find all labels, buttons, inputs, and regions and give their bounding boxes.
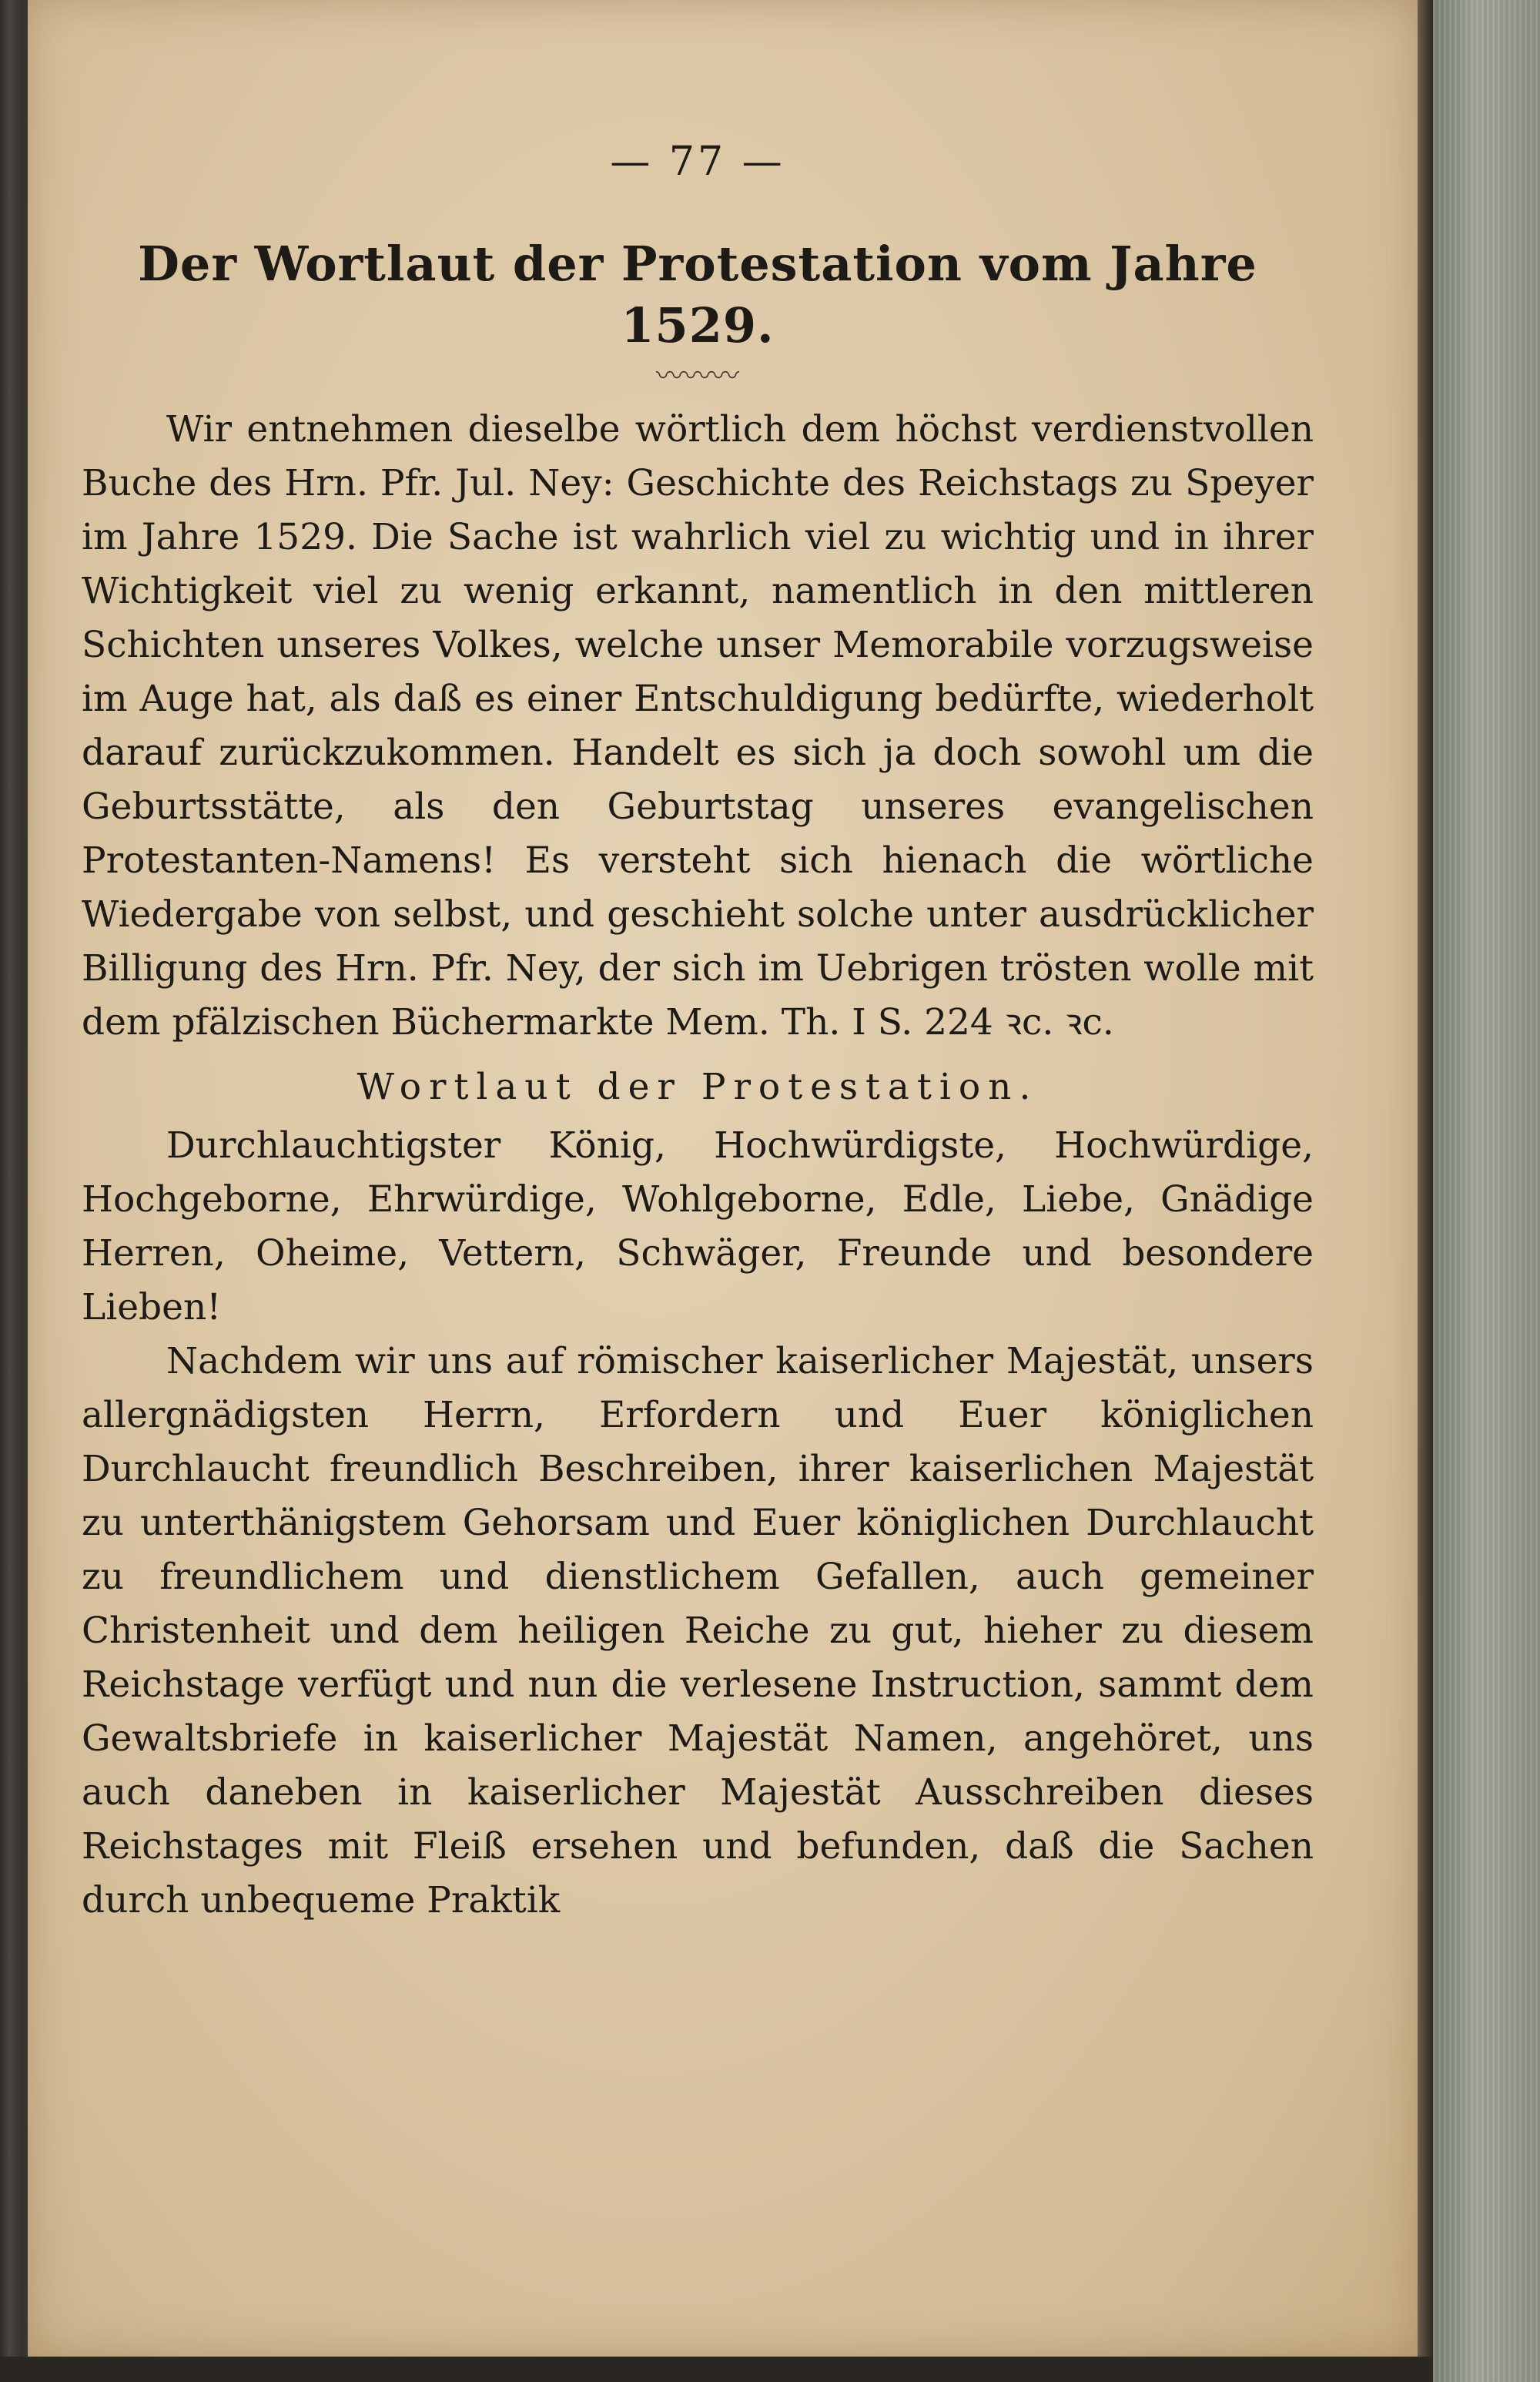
intro-paragraph: Wir entnehmen dieselbe wörtlich dem höchst verdienstvollen Buche des Hrn. Pfr. Jul. Ney: Geschichte des Reichstags zu Speyer im Jahre 1529. Die Sache ist wahrlich viel zu wichtig und in ihrer Wichtigkeit viel zu wenig erkannt, namentlich in den mittleren Schichten unseres Volkes, welche unser Memorabile vorzugsweise im Auge hat, als daß es einer Entschuldigung bedürfte, wiederholt darauf zurückzukommen. Handelt es sich ja doch sowohl um die Geburtsstätte, als den Geburtstag unseres evangelischen Protestanten-Namens! Es versteht sich hienach die wörtliche Wiedergabe von selbst, und geschieht solche unter ausdrücklicher Billigung des Hrn. Pfr. Ney, der sich im Uebrigen trösten wolle mit dem pfälzischen Büchermarkte Mem. Th. I S. 224 ꝛc. ꝛc. xyxy=(82,408,1314,1044)
page-text-block xyxy=(82,135,1314,1928)
title-ornament: 〰〰〰 xyxy=(655,360,739,392)
book-page xyxy=(28,0,1418,2357)
page-gutter-shadow xyxy=(1418,0,1433,2382)
scan-bottom-border xyxy=(0,2357,1433,2382)
body-paragraph: Nachdem wir uns auf römischer kaiserlicher Majestät, unsers allergnädigsten Herrn, Erfordern und Euer königlichen Durchlaucht freundlich Beschreiben, ihrer kaiserlichen Majestät zu unterthänigstem Gehorsam und Euer königlichen Durchlaucht zu freundlichem und dienstlichem Gefallen, auch gemeiner Christenheit und dem heiligen Reiche zu gut, hieher zu diesem Reichstage verfügt und nun die verlesene Instruction, sammt dem Gewaltsbriefe in kaiserlicher Majestät Namen, angehöret, uns auch daneben in kaiserlicher Majestät Ausschreiben dieses Reichstages mit Fleiß ersehen und befunden, daß die Sachen durch unbequeme Praktik xyxy=(82,1340,1314,1921)
page-number: — 77 — xyxy=(610,139,785,185)
book-page-edges xyxy=(1433,0,1540,2382)
page-title: Der Wortlaut der Protestation vom Jahre 1529. xyxy=(138,236,1257,353)
section-heading: Wortlaut der Protestation. xyxy=(357,1066,1039,1108)
salutation-paragraph: Durchlauchtigster König, Hochwürdigste, Hochwürdige, Hochgeborne, Ehrwürdige, Wohlgeborne, Edle, Liebe, Gnädige Herren, Oheime, Vettern, Schwäger, Freunde und besondere Lieben! xyxy=(82,1124,1314,1328)
